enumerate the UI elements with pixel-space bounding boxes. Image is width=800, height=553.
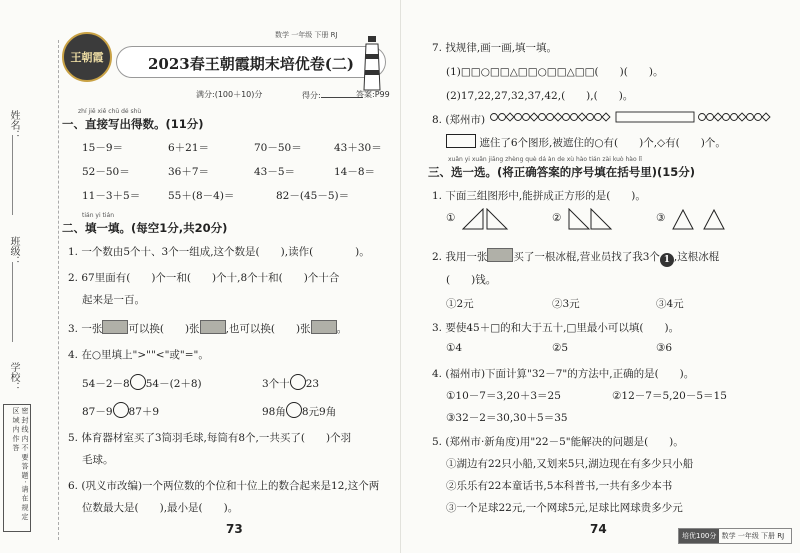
banknote-icon <box>200 320 226 334</box>
banknote-icon <box>102 320 128 334</box>
question-2-2: 2. 67里面有( )个一和( )个十,8个十和( )个十合 <box>68 272 340 284</box>
choice-2-cont: ( )钱。 <box>446 274 497 286</box>
sec2-title: 二、填一填。(每空1分,共20分) <box>62 221 228 235</box>
coin-icon: 1 <box>660 253 674 267</box>
sec1-pinyin: zhí jiē xiě chū dé shù <box>78 108 142 115</box>
question-7-2: (2)17,22,27,32,37,42,( ),( )。 <box>446 90 634 102</box>
calc-item: 70－50＝ <box>254 142 302 154</box>
s2-text-a: 2. 我用一张 <box>432 251 488 263</box>
question-2-5-cont: 毛球。 <box>82 454 114 466</box>
sec1-title: 一、直接写出得数。(11分) <box>62 117 204 131</box>
choice-2-opt[interactable]: ③4元 <box>656 298 684 310</box>
compare-circle[interactable] <box>113 402 129 418</box>
cover-box <box>446 134 476 148</box>
compare-circle[interactable] <box>286 402 302 418</box>
class-line <box>12 262 13 342</box>
question-2-2-cont: 起来是一百。 <box>82 294 145 306</box>
compare-item <box>262 374 319 391</box>
choice-2-opt[interactable]: ①2元 <box>446 298 474 310</box>
choice-2 <box>432 248 719 267</box>
choice-3-opt[interactable]: ③6 <box>656 342 673 354</box>
score-label: 得分: <box>302 91 321 100</box>
compare-item <box>82 374 202 391</box>
page-spine <box>400 0 401 553</box>
seal-line <box>58 40 59 540</box>
calc-item: 43＋30＝ <box>334 142 382 154</box>
question-8-cont <box>446 134 726 150</box>
notice-box: 密 封 线 内 不 要 答 题 · 请 在 规 定 区 域 内 作 答 <box>3 404 31 532</box>
choice-4-opt[interactable]: ③32－2＝30,30＋5＝35 <box>446 412 568 424</box>
choice-4-opt[interactable]: ①10－7＝3,20＋3＝25 <box>446 390 561 402</box>
question-2-6-cont: 位数最大是( ),最小是( )。 <box>82 502 239 514</box>
q8-text: 遮住了6个图形,被遮住的○有( )个,◇有( )个。 <box>479 137 726 149</box>
sec3-title: 三、选一选。(将正确答案的序号填在括号里)(15分) <box>428 165 696 179</box>
class-label: 班级： <box>8 236 19 266</box>
choice-4-opt[interactable]: ②12－7＝5,20－5＝15 <box>612 390 727 402</box>
question-2-3 <box>68 320 347 336</box>
calc-item: 6＋21＝ <box>168 142 210 154</box>
choice-3-opt[interactable]: ①4 <box>446 342 463 354</box>
calc-item: 15－9＝ <box>82 142 124 154</box>
score-field <box>302 89 363 101</box>
question-2-6: 6. (巩义市改编)一个两位数的个位和十位上的数合起来是12,这个两 <box>68 480 380 492</box>
page-number-left: 73 <box>226 522 243 536</box>
page-title: 2023春王朝霞期末培优卷(二) <box>148 55 354 73</box>
brand-logo: 王朝霞 <box>62 32 112 82</box>
s2-text-b: 买了一根冰棍,营业员找了我3个 <box>513 251 660 263</box>
pattern-strip <box>488 109 784 125</box>
full-score: 满分:(100＋10)分 <box>196 90 263 99</box>
calc-item: 43－5＝ <box>254 166 296 178</box>
triangle-pair-icon <box>462 208 514 230</box>
school-label: 学校： <box>8 362 19 392</box>
choice-4: 4. (福州市)下面计算"32－7"的方法中,正确的是( )。 <box>432 368 695 380</box>
compare-left: 3个十 <box>262 378 290 390</box>
compare-circle[interactable] <box>290 374 306 390</box>
compare-item <box>82 402 159 419</box>
q8-label: 8. (郑州市) <box>432 114 486 126</box>
question-2-5: 5. 体育器材室买了3筒羽毛球,每筒有8个,一共买了( )个羽 <box>68 432 352 444</box>
compare-left: 87－9 <box>82 406 113 418</box>
name-line <box>12 135 13 215</box>
choice-3: 3. 要使45＋□的和大于五十,□里最小可以填( )。 <box>432 322 680 334</box>
choice-5-opt[interactable]: ①湖边有22只小船,又划来5只,湖边现在有多少只小船 <box>446 458 694 470</box>
compare-item <box>262 402 336 419</box>
q3-text-c: ,也可以换( )张 <box>225 323 311 335</box>
question-8 <box>432 112 485 127</box>
q3-text-d: 。 <box>336 323 348 335</box>
triangle-pair-icon <box>568 208 620 230</box>
compare-right: 8元9角 <box>301 406 337 418</box>
triangle-pair-icon <box>672 208 728 230</box>
calc-item: 11－3＋5＝ <box>82 190 141 202</box>
choice-5-opt[interactable]: ③一个足球22元,一个网球5元,足球比网球贵多少元 <box>446 502 683 514</box>
question-7-1: (1)□□○□□△□□○□□△□□( )( )。 <box>446 66 664 78</box>
calc-item: 36＋7＝ <box>168 166 210 178</box>
choice-2-opt[interactable]: ②3元 <box>552 298 580 310</box>
calc-item: 55＋(8－4)＝ <box>168 190 235 202</box>
answer-page: 答案:P99 <box>356 90 390 99</box>
calc-item: 52－50＝ <box>82 166 130 178</box>
q3-text-b: 可以换( )张 <box>128 323 200 335</box>
question-7: 7. 找规律,画一画,填一填。 <box>432 42 558 54</box>
compare-right: 23 <box>305 378 320 390</box>
compare-right: 54－(2＋8) <box>145 378 202 390</box>
s2-text-c: ,这根冰棍 <box>673 251 720 263</box>
footer-tag: 培优100分 <box>679 529 719 543</box>
choice-3-opt[interactable]: ②5 <box>552 342 569 354</box>
choice-1-opt[interactable]: ② <box>552 212 562 224</box>
compare-right: 87＋9 <box>128 406 160 418</box>
calc-item: 14－8＝ <box>334 166 376 178</box>
compare-circle[interactable] <box>130 374 146 390</box>
compare-left: 54－2－8 <box>82 378 130 390</box>
choice-5-opt[interactable]: ②乐乐有22本童话书,5本科普书,一共有多少本书 <box>446 480 673 492</box>
banknote-icon <box>487 248 513 262</box>
footer-badge <box>678 528 792 544</box>
calc-item: 82－(45－5)＝ <box>276 190 350 202</box>
choice-5: 5. (郑州市·新角度)用"22－5"能解决的问题是( )。 <box>432 436 684 448</box>
question-2-4: 4. 在○里填上">""<"或"="。 <box>68 349 209 361</box>
question-2-1: 1. 一个数由5个十、3个一组成,这个数是( ),读作( )。 <box>68 246 370 258</box>
lighthouse-icon <box>362 30 382 92</box>
page-number-right: 74 <box>590 522 607 536</box>
footer-text: 数学 一年级 下册 RJ <box>721 532 785 540</box>
choice-1: 1. 下面三组图形中,能拼成正方形的是( )。 <box>432 190 646 202</box>
compare-left: 98角 <box>262 406 286 418</box>
banknote-icon <box>311 320 337 334</box>
name-label: 姓名： <box>8 110 19 140</box>
sec3-pinyin: xuǎn yi xuǎn jiāng zhèng què dá àn de xù hào tián zài kuò hào lǐ <box>448 156 642 163</box>
sec2-pinyin: tián yi tián <box>82 212 115 219</box>
choice-1-opt[interactable]: ① <box>446 212 456 224</box>
choice-1-opt[interactable]: ③ <box>656 212 666 224</box>
book-meta: 数学 一年级 下册 RJ <box>275 31 338 39</box>
q3-text-a: 3. 一张 <box>68 323 103 335</box>
